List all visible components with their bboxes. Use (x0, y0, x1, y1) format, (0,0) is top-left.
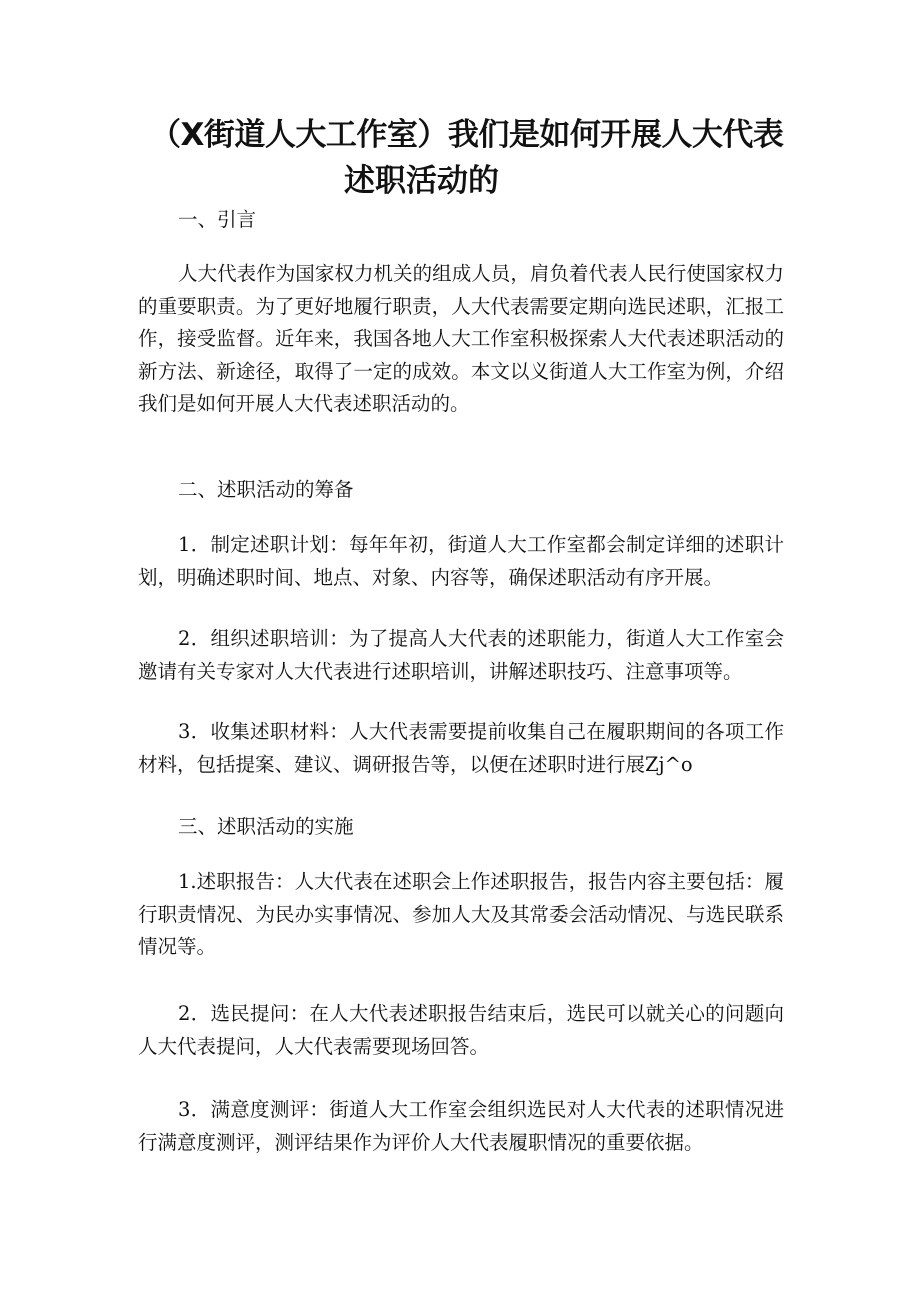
impl-item-1 (138, 866, 784, 964)
impl-item-3 (138, 1094, 784, 1159)
prep-item-2-text: 2．组织述职培训：为了提高人大代表的述职能力，街道人大工作室会邀请有关专家对人大代表进行述职培训，讲解述职技巧、注意事项等。 (138, 627, 784, 683)
prep-item-3-text: 3．收集述职材料：人大代表需要提前收集自己在履职期间的各项工作材料，包括提案、建议、调研报告等，以便在述职时进行展Zj^o (138, 720, 784, 776)
impl-item-3-text: 3．满意度测评：街道人大工作室会组织选民对人大代表的述职情况进行满意度测评，测评结果作为评价人大代表履职情况的重要依据。 (138, 1098, 784, 1154)
intro-body: 人大代表作为国家权力机关的组成人员，肩负着代表人民行使国家权力的重要职责。为了更好地履行职责，人大代表需要定期向选民述职，汇报工作，接受监督。近年来，我国各地人大工作室积极探索人大代表述职活动的新方法、新途径，取得了一定的成效。本文以义街道人大工作室为例，介绍我们是如何开展人大代表述职活动的。 (138, 262, 784, 415)
intro-paragraph (138, 258, 784, 421)
prep-item-3 (138, 716, 784, 781)
section-heading-preparation: 二、述职活动的筹备 (178, 478, 354, 501)
prep-item-1 (138, 529, 784, 594)
title-line-1: （X街道人大工作室）我们是如何开展人大代表 (150, 117, 784, 153)
title-line-2: 述职活动的 (344, 163, 499, 199)
prep-item-1-text: 1．制定述职计划：每年年初，街道人大工作室都会制定详细的述职计划，明确述职时间、地点、对象、内容等，确保述职活动有序开展。 (138, 533, 784, 589)
prep-item-2 (138, 623, 784, 688)
impl-item-1-text: 1.述职报告：人大代表在述职会上作述职报告，报告内容主要包括：履行职责情况、为民办实事情况、参加人大及其常委会活动情况、与选民联系情况等。 (138, 870, 784, 958)
section-heading-intro: 一、引言 (178, 208, 257, 231)
impl-item-2 (138, 998, 784, 1063)
section-heading-implementation: 三、述职活动的实施 (178, 815, 354, 838)
impl-item-2-text: 2．选民提问：在人大代表述职报告结束后，选民可以就关心的问题向人大代表提问，人大代表需要现场回答。 (138, 1002, 784, 1058)
document-title (150, 112, 790, 204)
